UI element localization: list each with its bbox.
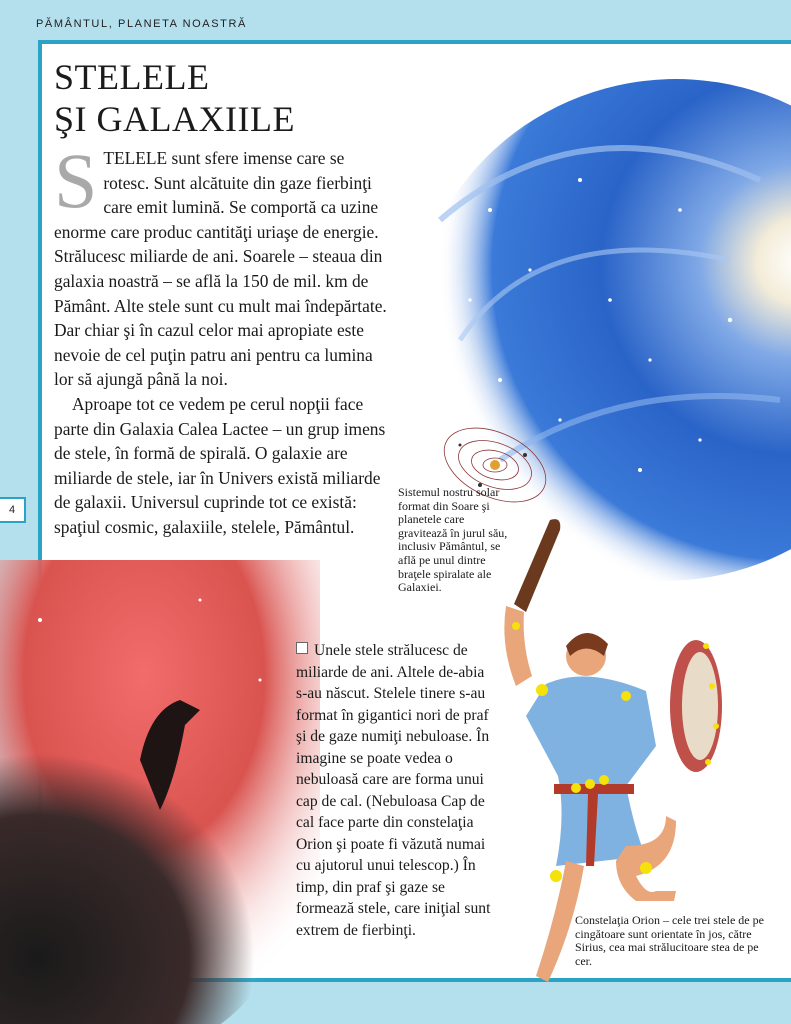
title-line-1: STELELE — [54, 57, 210, 97]
orion-caption: Constelaţia Orion – cele trei stele de pe cingătoare sunt orientate în jos, către Sirius, cea mai strălucitoare stea de pe cer. — [575, 913, 764, 968]
horsehead-nebula-photo — [0, 560, 320, 1024]
paragraph-1: TELELE sunt sfere imense care se rotesc. Sunt alcătuite din gaze fierbinţi care emit lumină. Se comportă ca uzine enorme care produc cantităţi uriaşe de energie. Strălucesc miliarde de ani. Soarele – steaua din galaxia noastră – se află la 150 de mil. km de Pământ. Alte stele sunt cu mult mai îndepărtate. Dar chiar şi în cazul celor mai apropiate este nevoie de cel puţin patru ani pentru ca lumina lor să ajungă până la noi. — [54, 148, 387, 390]
page-number: 4 — [0, 497, 26, 523]
article-title — [54, 56, 295, 140]
article-body — [54, 137, 390, 540]
section-header: PĂMÂNTUL, PLANETA NOASTRĂ — [36, 18, 247, 30]
paragraph-2: Aproape tot ce vedem pe cerul nopţii face parte din Galaxia Calea Lactee – un grup imens de stele, în formă de spirală. O galaxie are miliarde de stele, iar în Univers există miliarde de galaxii. Universul cuprinde tot ce există: spaţiul cosmic, galaxiile, stelele, Pământul. — [54, 393, 386, 537]
nebula-caption — [296, 640, 496, 941]
solar-system-caption: Sistemul nostru solar format din Soare şi planetele care gravitează în jurul său, inclusiv Pământul, se află pe unul dintre braţele spiralate ale Galaxiei. — [398, 485, 508, 595]
nebula-caption-text: Unele stele strălucesc de miliarde de ani. Altele de-abia s-au născut. Stelele tinere s-au format în gigantici nori de praf şi de gaze numiţi nebuloase. În imagine se poate vedea o nebuloasă care are forma unui cap de cal. (Nebuloasa Cap de cal face parte din constelaţia Orion şi poate fi văzută numai cu ajutorul unui telescop.) În timp, din praf şi gaze se formează stele, care iniţial sunt extrem de fierbinţi. — [296, 642, 491, 939]
checkbox-icon — [296, 642, 308, 654]
drop-cap: S — [54, 137, 98, 224]
title-line-2: ŞI GALAXIILE — [54, 99, 295, 139]
